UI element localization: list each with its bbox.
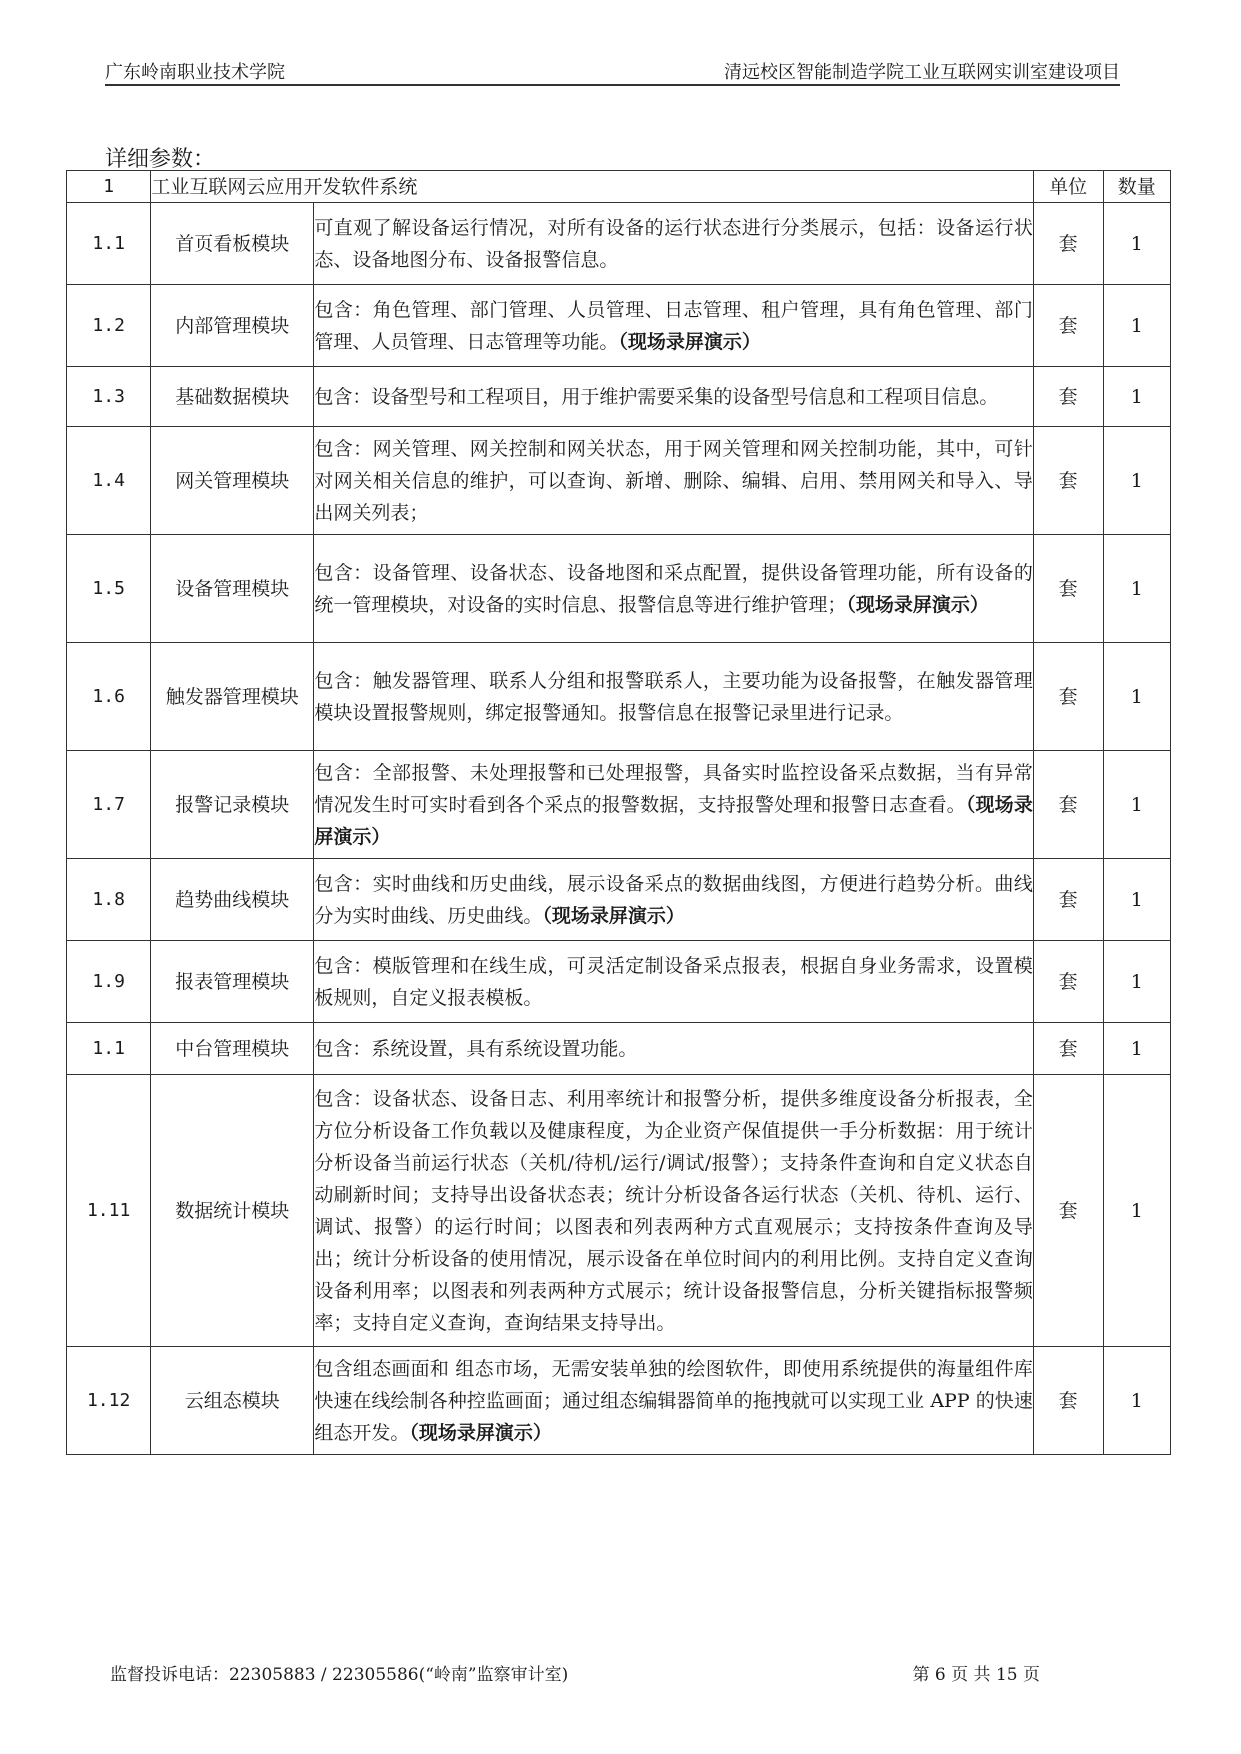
row-description-text: 包含：触发器管理、联系人分组和报警联系人，主要功能为设备报警，在触发器管理模块设置报警规则，绑定报警通知。报警信息在报警记录里进行记录。 <box>314 669 1033 724</box>
footer-page-number: 第 6 页 共 15 页 <box>912 1665 1040 1685</box>
row-index: 1.2 <box>67 285 151 367</box>
demo-note: （现场录屏演示） <box>314 793 1033 848</box>
row-unit: 套 <box>1033 941 1103 1023</box>
row-description <box>314 427 1034 535</box>
table-row <box>67 367 1171 427</box>
row-description-text: 包含组态画面和 组态市场，无需安装单独的绘图软件，即使用系统提供的海量组件库快速在线绘制各种控监画面；通过组态编辑器简单的拖拽就可以实现工业 APP 的快速组态开发。 <box>314 1357 1033 1444</box>
row-qty: 1 <box>1103 535 1170 643</box>
row-description <box>314 535 1034 643</box>
header-qty: 数量 <box>1103 171 1170 203</box>
row-qty: 1 <box>1103 643 1170 751</box>
row-description-text: 包含：全部报警、未处理报警和已处理报警，具备实时监控设备采点数据，当有异常情况发生时可实时看到各个采点的报警数据，支持报警处理和报警日志查看。 <box>314 761 1033 816</box>
row-description <box>314 1347 1034 1455</box>
row-module-name: 首页看板模块 <box>151 203 314 285</box>
row-description <box>314 1075 1034 1347</box>
row-description <box>314 285 1034 367</box>
row-description-text: 包含：网关管理、网关控制和网关状态，用于网关管理和网关控制功能，其中，可针对网关相关信息的维护，可以查询、新增、删除、编辑、启用、禁用网关和导入、导出网关列表； <box>314 437 1033 524</box>
row-unit: 套 <box>1033 751 1103 859</box>
row-description-text: 包含：系统设置，具有系统设置功能。 <box>314 1037 638 1060</box>
row-qty: 1 <box>1103 859 1170 941</box>
table-row <box>67 285 1171 367</box>
row-index: 1.1 <box>67 203 151 285</box>
row-module-name: 设备管理模块 <box>151 535 314 643</box>
row-index: 1.11 <box>67 1075 151 1347</box>
row-unit: 套 <box>1033 643 1103 751</box>
row-module-name: 报警记录模块 <box>151 751 314 859</box>
row-unit: 套 <box>1033 859 1103 941</box>
row-qty: 1 <box>1103 751 1170 859</box>
table-row <box>67 859 1171 941</box>
table-row <box>67 1023 1171 1075</box>
row-description <box>314 643 1034 751</box>
row-unit: 套 <box>1033 535 1103 643</box>
row-description-text: 包含：设备管理、设备状态、设备地图和采点配置，提供设备管理功能，所有设备的统一管理模块，对设备的实时信息、报警信息等进行维护管理； <box>314 561 1033 616</box>
demo-note: （现场录屏演示） <box>409 1421 552 1444</box>
row-index: 1.5 <box>67 535 151 643</box>
row-module-name: 中台管理模块 <box>151 1023 314 1075</box>
row-module-name: 云组态模块 <box>151 1347 314 1455</box>
row-module-name: 网关管理模块 <box>151 427 314 535</box>
row-qty: 1 <box>1103 941 1170 1023</box>
table-row <box>67 203 1171 285</box>
table-row <box>67 535 1171 643</box>
row-description-text: 包含：角色管理、部门管理、人员管理、日志管理、租户管理，具有角色管理、部门管理、人员管理、日志管理等功能。 <box>314 298 1033 353</box>
row-index: 1.8 <box>67 859 151 941</box>
row-description <box>314 941 1034 1023</box>
row-unit: 套 <box>1033 427 1103 535</box>
row-description <box>314 367 1034 427</box>
row-qty: 1 <box>1103 203 1170 285</box>
row-index: 1.3 <box>67 367 151 427</box>
row-module-name: 触发器管理模块 <box>151 643 314 751</box>
row-index: 1.1 <box>67 1023 151 1075</box>
demo-note: （现场录屏演示） <box>542 904 685 927</box>
row-module-name: 报表管理模块 <box>151 941 314 1023</box>
header-index: 1 <box>67 171 151 203</box>
demo-note: （现场录屏演示） <box>846 593 989 616</box>
row-description <box>314 1023 1034 1075</box>
row-unit: 套 <box>1033 1075 1103 1347</box>
row-description-text: 包含：实时曲线和历史曲线，展示设备采点的数据曲线图，方便进行趋势分析。曲线分为实时曲线、历史曲线。 <box>314 872 1033 927</box>
row-qty: 1 <box>1103 1075 1170 1347</box>
row-index: 1.6 <box>67 643 151 751</box>
footer-contact: 监督投诉电话：22305883 / 22305586(“岭南”监察审计室) <box>110 1665 569 1685</box>
header-project-name: 清远校区智能制造学院工业互联网实训室建设项目 <box>724 62 1120 83</box>
row-description <box>314 859 1034 941</box>
row-module-name: 基础数据模块 <box>151 367 314 427</box>
row-unit: 套 <box>1033 203 1103 285</box>
row-qty: 1 <box>1103 285 1170 367</box>
table-header-row <box>67 171 1171 203</box>
row-description-text: 包含：设备状态、设备日志、利用率统计和报警分析，提供多维度设备分析报表，全方位分析设备工作负载以及健康程度，为企业资产保值提供一手分析数据：用于统计分析设备当前运行状态（关机/待机/运行/调试/报警）；支持条件查询和自定义状态自动刷新时间；支持导出设备状态表；统计分析设备各运行状态（关机、待机、运行、调试、报警）的运行时间；以图表和列表两种方式直观展示；支持按条件查询及导出；统计分析设备的使用情况，展示设备在单位时间内的利用比例。支持自定义查询设备利用率；以图表和列表两种方式展示；统计设备报警信息，分析关键指标报警频率；支持自定义查询，查询结果支持导出。 <box>314 1087 1033 1334</box>
row-qty: 1 <box>1103 1023 1170 1075</box>
table-row <box>67 1075 1171 1347</box>
row-index: 1.9 <box>67 941 151 1023</box>
table-row <box>67 427 1171 535</box>
row-unit: 套 <box>1033 367 1103 427</box>
page-header <box>105 54 1120 86</box>
table-row <box>67 751 1171 859</box>
section-label: 详细参数： <box>105 147 216 172</box>
params-table <box>66 170 1171 1455</box>
row-module-name: 趋势曲线模块 <box>151 859 314 941</box>
row-index: 1.7 <box>67 751 151 859</box>
header-unit: 单位 <box>1033 171 1103 203</box>
row-description-text: 包含：模版管理和在线生成，可灵活定制设备采点报表，根据自身业务需求，设置模板规则，自定义报表模板。 <box>314 954 1033 1009</box>
row-description-text: 包含：设备型号和工程项目，用于维护需要采集的设备型号信息和工程项目信息。 <box>314 385 999 408</box>
header-school-name: 广东岭南职业技术学院 <box>105 62 285 83</box>
row-description-text: 可直观了解设备运行情况，对所有设备的运行状态进行分类展示，包括：设备运行状态、设备地图分布、设备报警信息。 <box>314 216 1033 271</box>
row-unit: 套 <box>1033 1347 1103 1455</box>
row-unit: 套 <box>1033 285 1103 367</box>
row-qty: 1 <box>1103 1347 1170 1455</box>
row-module-name: 内部管理模块 <box>151 285 314 367</box>
row-description <box>314 751 1034 859</box>
table-row <box>67 643 1171 751</box>
row-index: 1.12 <box>67 1347 151 1455</box>
row-qty: 1 <box>1103 427 1170 535</box>
header-title: 工业互联网云应用开发软件系统 <box>151 171 1034 203</box>
table-row <box>67 941 1171 1023</box>
demo-note: （现场录屏演示） <box>618 330 761 353</box>
table-row <box>67 1347 1171 1455</box>
row-module-name: 数据统计模块 <box>151 1075 314 1347</box>
row-qty: 1 <box>1103 367 1170 427</box>
row-unit: 套 <box>1033 1023 1103 1075</box>
row-index: 1.4 <box>67 427 151 535</box>
row-description <box>314 203 1034 285</box>
